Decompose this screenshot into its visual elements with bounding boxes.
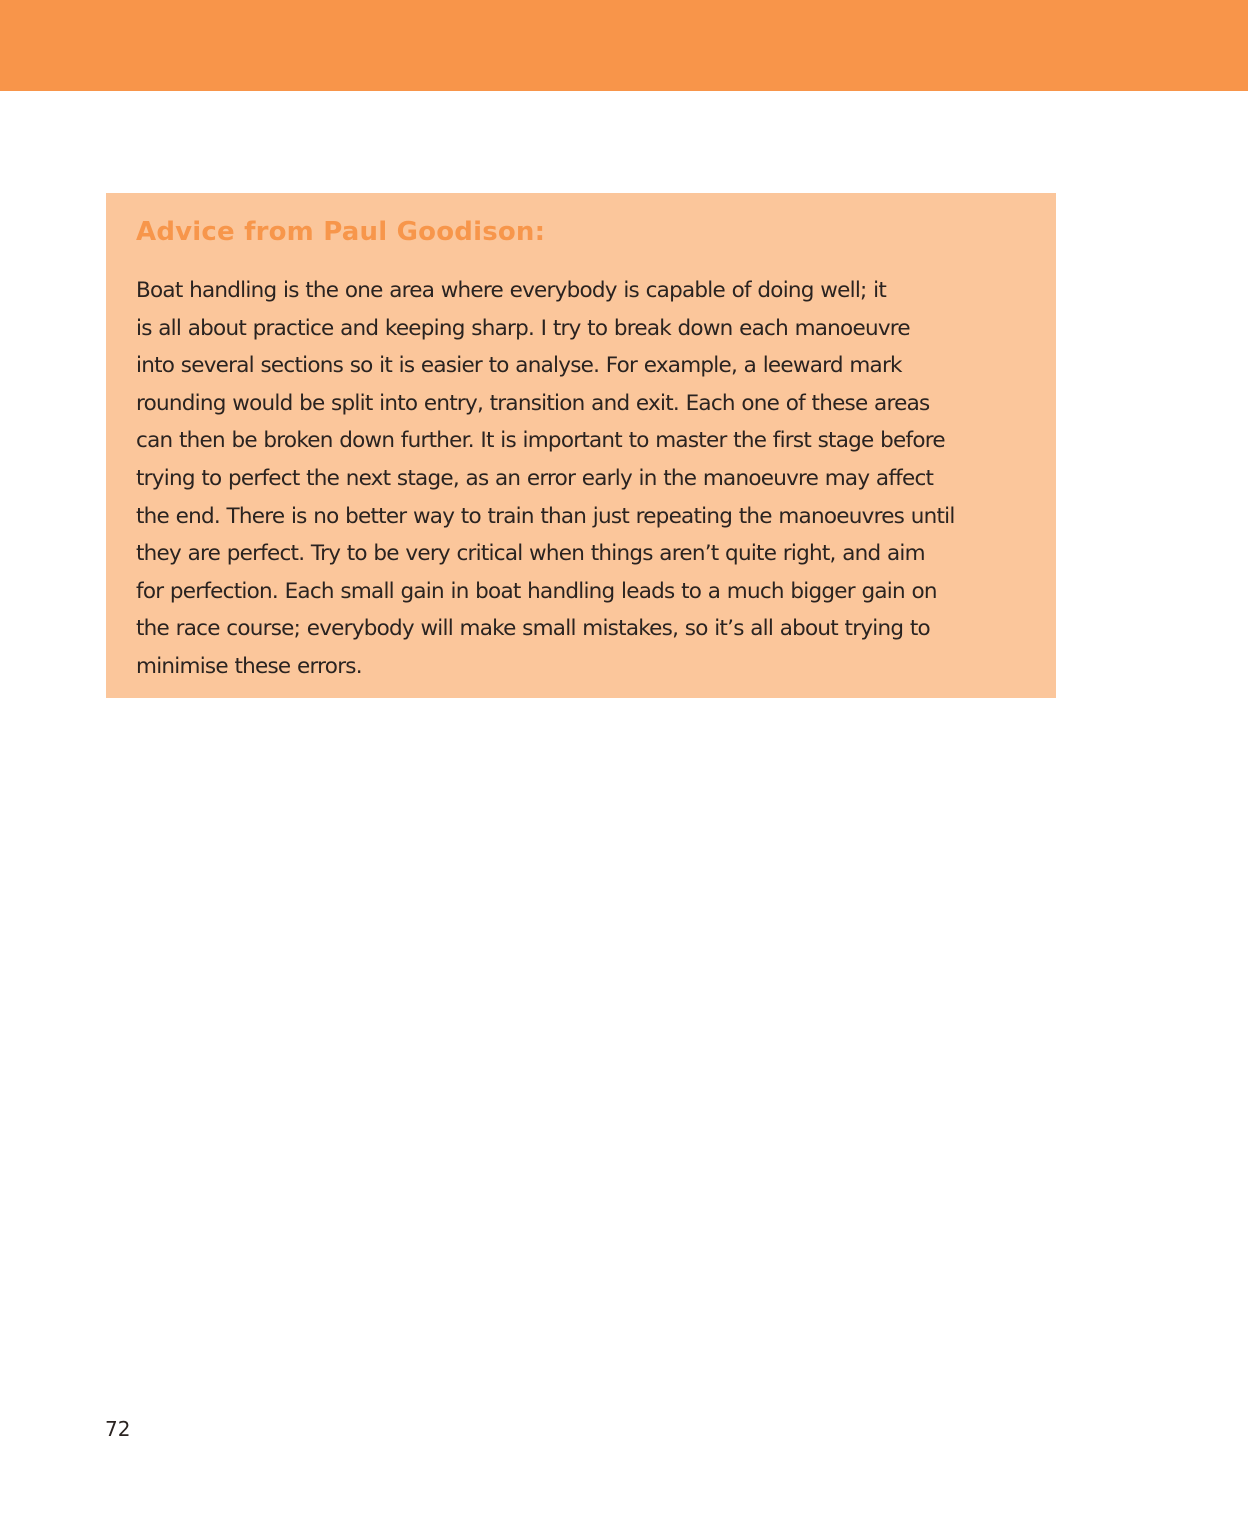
- header-bar: [0, 0, 1248, 91]
- advice-line: the end. There is no better way to train than just repeating the manoeuvres until: [136, 503, 955, 529]
- advice-box: [106, 193, 1056, 698]
- page-number: 72: [105, 1417, 131, 1441]
- advice-body: [136, 272, 1026, 686]
- advice-line: they are perfect. Try to be very critical when things aren’t quite right, and aim: [136, 541, 925, 567]
- advice-title: Advice from Paul Goodison:: [136, 217, 546, 247]
- advice-line: into several sections so it is easier to analyse. For example, a leeward mark: [136, 353, 902, 379]
- advice-line: the race course; everybody will make small mistakes, so it’s all about trying to: [136, 616, 930, 642]
- advice-line: rounding would be split into entry, transition and exit. Each one of these areas: [136, 390, 930, 416]
- advice-line: Boat handling is the one area where everybody is capable of doing well; it: [136, 278, 887, 303]
- advice-line: minimise these errors.: [136, 653, 362, 679]
- advice-line: for perfection. Each small gain in boat handling leads to a much bigger gain on: [136, 578, 937, 604]
- advice-line: trying to perfect the next stage, as an error early in the manoeuvre may affect: [136, 465, 934, 491]
- advice-line: is all about practice and keeping sharp. I try to break down each manoeuvre: [136, 315, 910, 341]
- advice-line: can then be broken down further. It is important to master the first stage before: [136, 428, 945, 454]
